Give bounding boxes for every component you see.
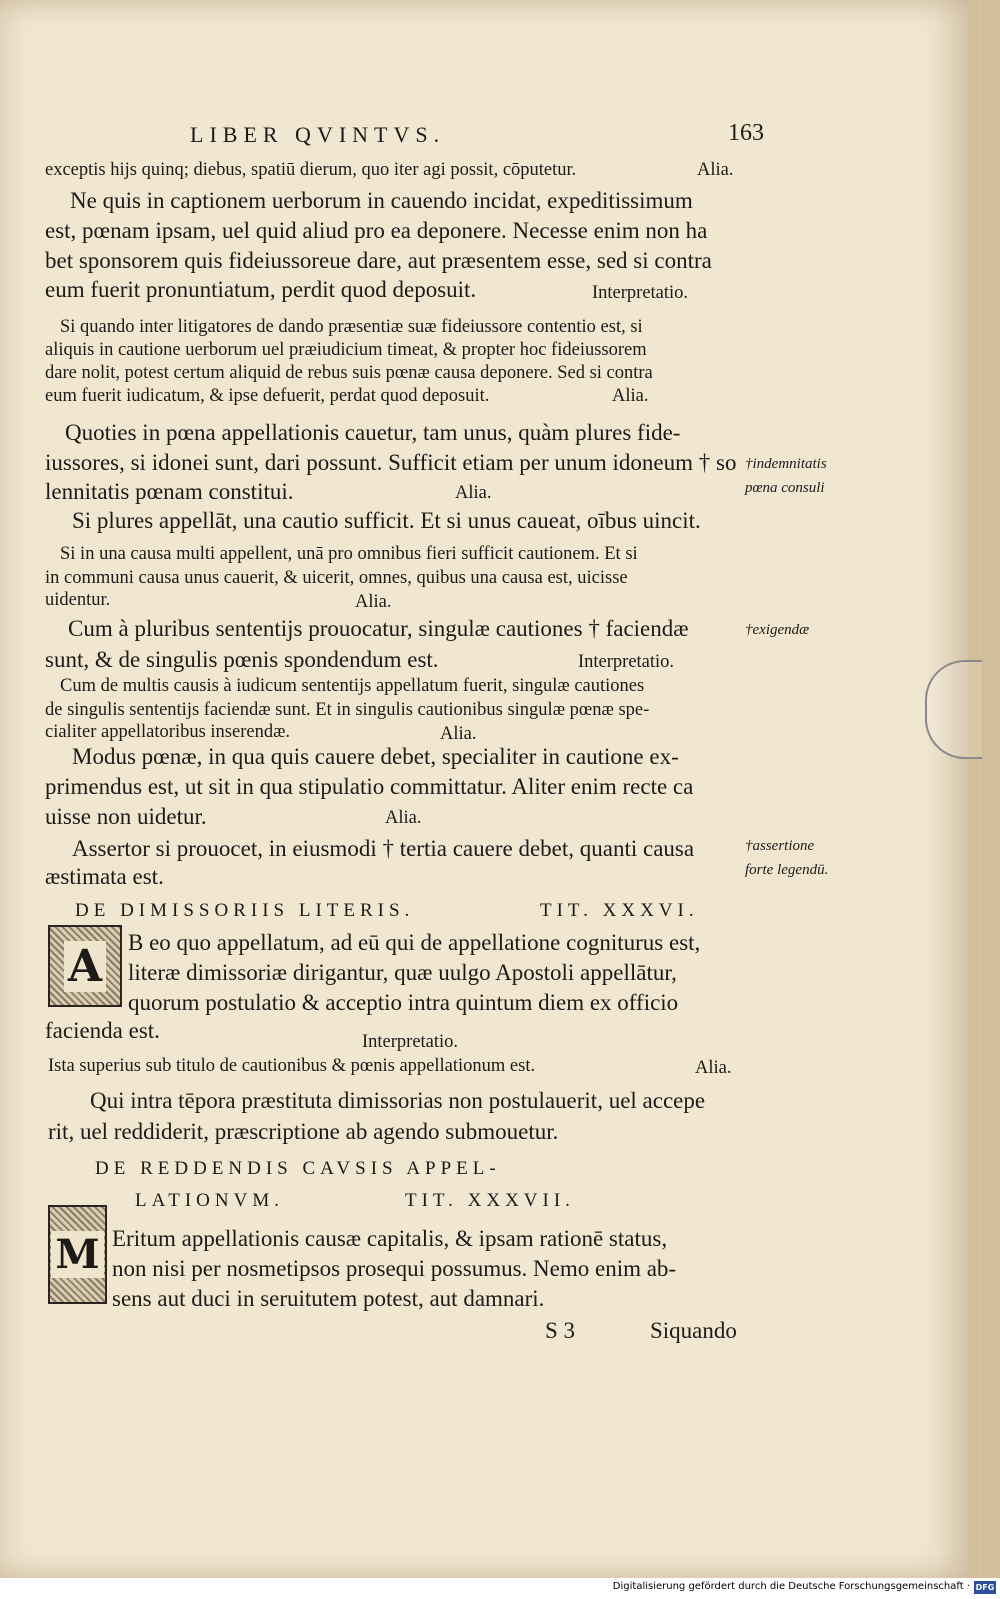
text-line: Cum à pluribus sententijs prouocatur, singulæ cautiones † faciendæ bbox=[68, 616, 689, 641]
text-line: Si in una causa multi appellent, unā pro omnibus fieri sufficit cautionem. Et si bbox=[60, 544, 638, 564]
initial-letter: M bbox=[51, 1231, 103, 1278]
book-fore-edge bbox=[968, 0, 1000, 1578]
page-tab-outline bbox=[925, 660, 982, 759]
text-line: aliquis in cautione uerborum uel præiudicium timeat, & propter hoc fideiussorem bbox=[45, 340, 647, 360]
initial-letter: A bbox=[64, 941, 106, 992]
section-tag: Alia. bbox=[695, 1058, 732, 1078]
section-tag: Alia. bbox=[455, 483, 492, 503]
text-line: Si quando inter litigatores de dando præsentiæ suæ fideiussore contentio est, si bbox=[60, 317, 643, 337]
text-line: rit, uel reddiderit, præscriptione ab agendo submouetur. bbox=[48, 1119, 559, 1144]
section-heading: DE DIMISSORIIS LITERIS. bbox=[75, 900, 415, 921]
text-line: dare nolit, potest certum aliquid de rebus suis pœnæ causa deponere. Sed si contra bbox=[45, 363, 653, 383]
text-line: eum fuerit pronuntiatum, perdit quod deposuit. bbox=[45, 277, 477, 302]
text-line: est, pœnam ipsam, uel quid aliud pro ea deponere. Necesse enim non ha bbox=[45, 218, 708, 243]
text-line: iussores, si idonei sunt, dari possunt. Sufficit etiam per unum idoneum † so bbox=[45, 450, 737, 475]
text-line: uisse non uidetur. bbox=[45, 804, 207, 829]
text-line: Modus pœnæ, in qua quis cauere debet, specialiter in cautione ex- bbox=[72, 744, 679, 769]
text-line: in communi causa unus cauerit, & uicerit, omnes, quibus una causa est, uicisse bbox=[45, 568, 628, 588]
text-line: facienda est. bbox=[45, 1018, 160, 1043]
section-tag: Interpretatio. bbox=[578, 652, 675, 672]
section-heading-cont: LATIONVM. bbox=[135, 1190, 284, 1211]
text-line: Qui intra tēpora præstituta dimissorias non postulauerit, uel accepe bbox=[90, 1088, 706, 1113]
text-line: Ista superius sub titulo de cautionibus & pœnis appellationum est. bbox=[48, 1056, 536, 1076]
text-line: Quoties in pœna appellationis cauetur, tam unus, quàm plures fide- bbox=[65, 420, 681, 445]
section-tag: Alia. bbox=[385, 808, 422, 828]
section-tag: Alia. bbox=[355, 592, 392, 612]
text-line: Cum de multis causis à iudicum sententijs appellatum fuerit, singulæ cautiones bbox=[60, 676, 645, 696]
section-tag: Alia. bbox=[440, 724, 477, 744]
text-line: Si plures appellāt, una cautio sufficit. Et si unus caueat, oībus uincit. bbox=[72, 508, 701, 533]
margin-note: forte legendū. bbox=[745, 862, 829, 878]
catchword: Siquando bbox=[650, 1318, 737, 1343]
text-line: bet sponsorem quis fideiussoreue dare, aut præsentem esse, sed si contra bbox=[45, 248, 712, 273]
running-title: LIBER QVINTVS. bbox=[190, 122, 446, 147]
text-line: literæ dimissoriæ dirigantur, quæ uulgo Apostoli appellātur, bbox=[128, 960, 677, 985]
text-line: primendus est, ut sit in qua stipulatio committatur. Aliter enim recte ca bbox=[45, 774, 694, 799]
text-line: uidentur. bbox=[45, 590, 111, 610]
text-line: quorum postulatio & acceptio intra quintum diem ex officio bbox=[128, 990, 679, 1015]
section-tag: Alia. bbox=[697, 160, 734, 180]
section-tag: Alia. bbox=[612, 386, 649, 406]
margin-note: †exigendæ bbox=[745, 622, 810, 638]
text-line: Eritum appellationis causæ capitalis, & ipsam rationē status, bbox=[112, 1226, 668, 1251]
page-number: 163 bbox=[728, 120, 764, 146]
decorated-initial-m bbox=[48, 1205, 107, 1304]
section-tag: Interpretatio. bbox=[592, 283, 689, 303]
signature-mark: S 3 bbox=[545, 1318, 576, 1343]
title-number: TIT. XXXVI. bbox=[540, 900, 699, 921]
text-line: de singulis sententijs faciendæ sunt. Et in singulis cautionibus singulæ pœnæ spe- bbox=[45, 700, 650, 720]
text-line: Ne quis in captionem uerborum in cauendo incidat, expeditissimum bbox=[70, 188, 693, 213]
text-line: exceptis hijs quinq; diebus, spatiū dierum, quo iter agi possit, cōputetur. bbox=[45, 160, 577, 180]
text-line: Assertor si prouocet, in eiusmodi † tertia cauere debet, quanti causa bbox=[72, 836, 695, 861]
text-line: sens aut duci in seruitutem potest, aut damnari. bbox=[112, 1286, 545, 1311]
section-tag: Interpretatio. bbox=[362, 1032, 459, 1052]
text-line: non nisi per nosmetipsos prosequi possumus. Nemo enim ab- bbox=[112, 1256, 677, 1281]
margin-note: †assertione bbox=[745, 838, 815, 854]
text-line: æstimata est. bbox=[45, 864, 164, 889]
text-line: cialiter appellatoribus inserendæ. bbox=[45, 722, 291, 742]
section-heading: DE REDDENDIS CAVSIS APPEL- bbox=[95, 1158, 501, 1179]
text-line: eum fuerit iudicatum, & ipse defuerit, perdat quod deposuit. bbox=[45, 386, 490, 406]
dfg-logo: DFG bbox=[975, 1583, 995, 1592]
margin-note: †indemnitatis bbox=[745, 456, 827, 472]
decorated-initial-a bbox=[48, 925, 122, 1007]
funding-credit: Digitalisierung gefördert durch die Deutsche Forschungsgemeinschaft · bbox=[612, 1581, 970, 1592]
margin-note: pœna consuli bbox=[745, 480, 825, 496]
title-number: TIT. XXXVII. bbox=[405, 1190, 575, 1211]
text-line: sunt, & de singulis pœnis spondendum est. bbox=[45, 647, 439, 672]
text-line: lennitatis pœnam constitui. bbox=[45, 479, 294, 504]
text-line: B eo quo appellatum, ad eū qui de appellatione cogniturus est, bbox=[128, 930, 701, 955]
